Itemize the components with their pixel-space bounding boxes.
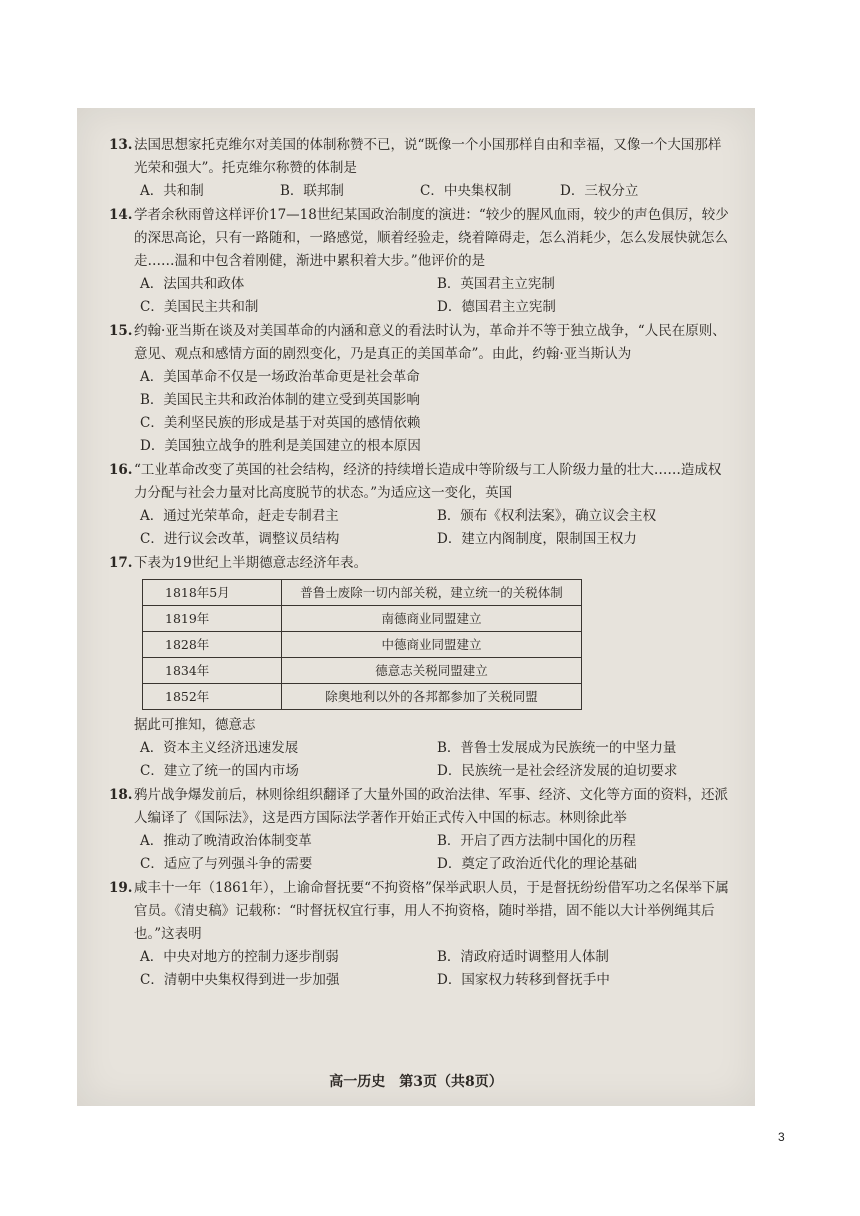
question-14: [109, 204, 734, 319]
option-d: D．奠定了政治近代化的理论基础: [437, 856, 637, 872]
option-a: A．共和制: [140, 183, 204, 199]
option-b: B．清政府适时调整用人体制: [437, 949, 609, 965]
question-followup: 据此可推知，德意志: [134, 717, 256, 733]
option-b: B．开启了西方法制中国化的历程: [437, 833, 636, 849]
question-18: [109, 784, 734, 876]
table-cell-year: 1852年: [143, 684, 282, 710]
table-cell-event: 除奥地利以外的各邦都参加了关税同盟: [282, 684, 582, 710]
option-c: C．建立了统一的国内市场: [140, 763, 299, 779]
options: [134, 830, 734, 876]
question-stem: 法国思想家托克维尔对美国的体制称赞不已，说“既像一个小国那样自由和幸福，又像一个大国那样光荣和强大”。托克维尔称赞的体制是: [134, 137, 722, 176]
question-stem: 下表为19世纪上半期德意志经济年表。: [134, 555, 368, 571]
table-row: [143, 580, 582, 606]
option-c: C．中央集权制: [420, 183, 512, 199]
option-c: C．美利坚民族的形成是基于对英国的感情依赖: [140, 415, 421, 431]
table-cell-event: 中德商业同盟建立: [282, 632, 582, 658]
options: [134, 366, 734, 458]
option-a: A．法国共和政体: [140, 276, 245, 292]
table-row: [143, 684, 582, 710]
option-b: B．联邦制: [280, 183, 344, 199]
table-cell-event: 南德商业同盟建立: [282, 606, 582, 632]
question-number: 14.: [109, 207, 133, 223]
option-a: A．资本主义经济迅速发展: [140, 740, 299, 756]
table-cell-event: 德意志关税同盟建立: [282, 658, 582, 684]
options: [134, 273, 734, 319]
question-stem: 鸦片战争爆发前后，林则徐组织翻译了大量外国的政治法律、军事、经济、文化等方面的资料，还派人编译了《国际法》，这是西方国际法学著作开始正式传入中国的标志。林则徐此举: [134, 787, 728, 826]
question-stem: 约翰·亚当斯在谈及对美国革命的内涵和意义的看法时认为，革命并不等于独立战争，“人民在原则、意见、观点和感情方面的剧烈变化，乃是真正的美国革命”。由此，约翰·亚当斯认为: [134, 323, 726, 362]
options: [134, 946, 734, 992]
option-b: B．英国君主立宪制: [437, 276, 555, 292]
question-13: [109, 134, 734, 203]
question-number: 18.: [109, 787, 133, 803]
table-cell-year: 1818年5月: [143, 580, 282, 606]
options: [134, 737, 734, 783]
economic-chronology-table: [142, 579, 582, 710]
question-number: 17.: [109, 555, 133, 571]
option-d: D．民族统一是社会经济发展的迫切要求: [437, 763, 678, 779]
option-b: B．美国民主共和政治体制的建立受到英国影响: [140, 392, 420, 408]
table-cell-event: 普鲁士废除一切内部关税，建立统一的关税体制: [282, 580, 582, 606]
option-a: A．通过光荣革命，赶走专制君主: [140, 508, 339, 524]
table-cell-year: 1834年: [143, 658, 282, 684]
option-b: B．普鲁士发展成为民族统一的中坚力量: [437, 740, 677, 756]
option-c: C．美国民主共和制: [140, 299, 259, 315]
option-c: C．进行议会改革，调整议员结构: [140, 531, 340, 547]
option-d: D．德国君主立宪制: [437, 299, 556, 315]
question-16: [109, 459, 734, 551]
table-row: [143, 632, 582, 658]
question-stem: “工业革命改变了英国的社会结构，经济的持续增长造成中等阶级与工人阶级力量的壮大……造成权力分配与社会力量对比高度脱节的状态。”为适应这一变化，英国: [134, 462, 722, 501]
option-d: D．国家权力转移到督抚手中: [437, 972, 610, 988]
page-footer: 高一历史 第3页（共8页）: [329, 1074, 503, 1090]
question-17: [109, 552, 734, 783]
question-number: 16.: [109, 462, 133, 478]
option-d: D．美国独立战争的胜利是美国建立的根本原因: [140, 438, 421, 454]
option-b: B．颁布《权利法案》，确立议会主权: [437, 508, 657, 524]
page-number: 3: [778, 1130, 785, 1144]
question-stem: 咸丰十一年（1861年），上谕命督抚要“不拘资格”保举武职人员，于是督抚纷纷借军功之名保举下属官员。《清史稿》记载称：“时督抚权宜行事，用人不拘资格，随时举措，固不能以大计举例绳其后也。”这表明: [134, 880, 729, 942]
options: [134, 180, 734, 203]
question-15: [109, 320, 734, 458]
table-cell-year: 1828年: [143, 632, 282, 658]
option-a: A．推动了晚清政治体制变革: [140, 833, 312, 849]
question-number: 13.: [109, 137, 133, 153]
table-cell-year: 1819年: [143, 606, 282, 632]
option-a: A．中央对地方的控制力逐步削弱: [140, 949, 339, 965]
question-list: [109, 134, 734, 993]
question-19: [109, 877, 734, 992]
table-row: [143, 606, 582, 632]
question-number: 19.: [109, 880, 133, 896]
option-a: A．美国革命不仅是一场政治革命更是社会革命: [140, 369, 420, 385]
option-c: C．适应了与列强斗争的需要: [140, 856, 313, 872]
option-d: D．三权分立: [560, 183, 639, 199]
exam-page-photo: [77, 108, 755, 1106]
options: [134, 505, 734, 551]
question-stem: 学者余秋雨曾这样评价17—18世纪某国政治制度的演进：“较少的腥风血雨，较少的声色俱厉，较少的深思高论，只有一路随和，一路感觉，顺着经验走，绕着障碍走，怎么消耗少，怎么发展快就怎么走……温和中包含着刚健，渐进中累积着大步。”他评价的是: [134, 207, 729, 269]
option-c: C．清朝中央集权得到进一步加强: [140, 972, 340, 988]
option-d: D．建立内阁制度，限制国王权力: [437, 531, 637, 547]
table-row: [143, 658, 582, 684]
question-number: 15.: [109, 323, 133, 339]
